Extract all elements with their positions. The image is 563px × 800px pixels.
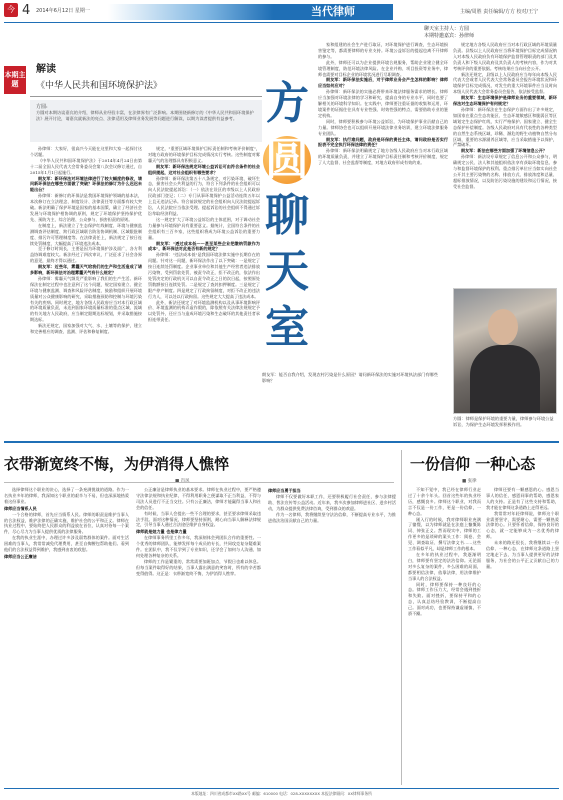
photo-caption: 方圆：律师是保护环境的重要力量，律师参与环境公益诉讼，为保护生态环境发挥积极作用。 <box>453 416 554 427</box>
body-paragraph: 刚入行的时候，我对律师职业充满了憧憬，以为律师就是在法庭上慷慨陈词、伸张正义。然而现实中，律师的工作更多的是琐碎的案头工作：阅卷、会见、调查取证、撰写法律文书……这些工作看似平凡，却是律师工作的根本。 <box>408 516 481 552</box>
body-paragraph: 孙律师：雾霾天气频发严重影响了我们的生产生活。新环保法在制定过程中也注意到了这个问题，规定国家建立、健全环境与健康监测、调查和风险评估制度，鼓励和组织开展环境质量对公众健康影响的研究，采取措施预防和控制与环境污染有关的疾病。同时规定，地方各级人民政府应当对本行政区域的环境质量负责，未达到国家环境质量标准的重点区域、流域的有关地方人民政府，应当制定限期达标规划，并采取措施按期达标。 <box>30 275 142 323</box>
body-paragraph: 作为一名律师，我将继续坚守法治信仰，不断提高专业水平，为推进依法治国贡献自己的力量。 <box>268 511 396 523</box>
body-paragraph: 孙律师：大家好，很高兴今天能在这里和大家一起探讨这个话题。 <box>30 146 142 157</box>
title-char: 聊 <box>265 190 309 241</box>
essay1-byline <box>175 478 190 484</box>
essay2-byline: ■ 张律 <box>462 479 477 484</box>
body-paragraph: 一个合格的律师，首先应当情系人民。律师的职责是维护当事人的合法权益，维护法律的正确实施，维护社会的公平和正义。律师在执业过程中，要始终把人民群众的利益放在首位，认真对待每一个案件，尽心尽力为当事人提供优质的法律服务。 <box>4 511 129 535</box>
host-block <box>424 26 474 40</box>
title-char: 天 <box>265 246 309 297</box>
article-column-3 <box>318 42 448 364</box>
body-paragraph: 孙律师：新环保法的实施必将带来环境法律服务需求的增长。律师应当加强对环境法律的学习和研究，提高自身的专业水平，同时也要了解相关的环境科学知识。在实践中，律师要注重证据的收集和运用，环境案件的证据往往具有专业性强、时效性强的特点，需要借助专业的鉴定机构。 <box>318 89 448 118</box>
essay2-column-1 <box>408 487 481 785</box>
interview-question: 朗友军："透过成本低——甚至某些企业把缴纳罚款作为成本"，新环保法对此是否有新的规定？ <box>148 240 260 252</box>
editors-line: 主编/周胜 责任编辑/方方 校对/王宁 <box>460 9 539 15</box>
essay2-title: 一份信仰 一种心态 <box>410 455 536 473</box>
body-paragraph: 规定，"重要区域环境保护目标责任制和考核评价制度"，对地方政府的环境保护目标完成情况实行考核。这些制度对雾霾天气的治理都具有积极意义。 <box>148 146 260 163</box>
feature-title: 解读 <box>36 64 56 75</box>
body-paragraph: 在律师事务所里工作多年，我深刻体会到团队合作的重要性。一个优秀的律师团队，能够发挥每个成员的专长，共同攻克复杂疑难案件。在团队中，我不仅学到了专业知识，还学会了如何与人沟通、如何处理各种复杂的关系。 <box>136 535 261 558</box>
essay1-rule <box>4 482 394 483</box>
newspaper-logo: 今 <box>4 3 18 17</box>
feature-rule <box>30 96 262 97</box>
body-paragraph: 孙律师：新法设专章规定了信息公开和公众参与，明确规定公民、法人和其他组织依法享有获取环境信息、参与和监督环境保护的权利。重点排污单位应当如实向社会公开其主要污染物的名称、排放方式、排放浓度和总量、超标排放情况，以及防治污染设施的建设和运行情况，接受社会监督。 <box>453 154 557 189</box>
body-paragraph: 此外，新法还规定了对环境监测机构以及从事环境影响评价、环境监测的机构弄虚作假的，除依照有关法律法规规定予以处罚外，还应当与造成环境污染和生态破坏的其他责任者承担连带责任。 <box>148 299 260 323</box>
body-paragraph: 家和组建的社会生产进行取证，对环境保护进行调查，生态环境损害鉴定等，都需要律师的专业支持。环境公益诉讼的提起也离不开律师的参与。 <box>318 42 448 59</box>
body-paragraph: 同时，律师要保持一种良好的心态。律师工作压力大，经常会遇到挫折和失败。面对挫折，要保持平和的心态，认真总结经验教训，不断提高自己。面对成功，也要保持谦虚谨慎，不骄不躁。 <box>408 581 481 617</box>
guest-photo <box>453 288 557 414</box>
interview-question: 朗友军：近些年，雾霾天气给我们的生产和生活造成了诸多影响，新环保法对治理雾霾天气有什么规定？ <box>30 264 142 276</box>
body-paragraph: 未来的路还很长，我将继续以一份信仰、一种心态，在律师这条道路上坚定地走下去，为当事人提供更好的法律服务，为社会的公平正义贡献自己的力量。 <box>486 540 559 569</box>
essay1-column-1 <box>4 487 129 785</box>
body-paragraph: 律师还要有一颗感恩的心。感恩当事人的信任，感恩同事的帮助，感恩家人的支持。正是有了这些支持和帮助，我才能在律师这条道路上走得更远。 <box>486 487 559 510</box>
body-paragraph: 在制度上，新法建立了生态保护红线制度、环境与健康监测调查评估制度、跨行政区域联合防治协调机制、区域限批制度、排污许可管理制度等。在法律责任上，新法规定了按日连续处罚制度，大幅提高了环境违法成本。 <box>30 222 142 246</box>
body-paragraph: 《中华人民共和国环境保护法》于2014年4月24日由第十二届全国人民代表大会常务委员会第八次会议修订通过，自2015年1月1日起施行。 <box>30 157 142 175</box>
intro-text: 方圆对本期访谈嘉宾的介绍，律师从业经验丰富，在法律界有广泛影响。本期围绕新修订的《中华人民共和国环境保护法》展开讨论，请嘉宾就新法的亮点、法律适用及律师业务发展等问题进行解读，以期为读者提供有益参考。 <box>36 110 254 121</box>
body-paragraph: 在多年的执业过程中，我逐渐明白，律师要有坚定的法治信仰。无论面对多么复杂的案件，多么困难的局面，都要相信法律，依靠法律，用法律维护当事人的合法权益。 <box>408 551 481 581</box>
body-paragraph: 孙律师："违法成本低"是我国环境法律实施中长期存在的问题。针对这一问题，新环保法作出了以下突破：一是规定了按日连续处罚制度。企业事业单位和其他生产经营者违法排放污染物，受到罚款处罚，被责令改正，拒不改正的，依法作出处罚决定的行政机关可以自责令改正之日的次日起，按照原处罚数额按日连续处罚。二是规定了查封扣押制度。三是规定了限产停产制度。四是规定了行政拘留制度，对拒不改正的违法行为人，可以处以行政拘留。这些规定大大提高了违法成本。 <box>148 252 260 299</box>
article-column-1 <box>30 146 142 436</box>
intro-label: 方圆: <box>36 104 48 110</box>
interview-question: 朗友军：新法在哪些方面加强了环境信息公开？ <box>461 148 547 154</box>
body-paragraph: 孙律师：新修订的环保法是我国环境保护领域的基本法，本次修订在立法理念、制度设计、法律责任等方面都有较大突破。新法明确了保护环境是国家的基本国策，确立了经济社会发展与环境保护相协调的原则，规定了环境保护坚持保护优先、预防为主、综合治理、公众参与、损害担责的原则。 <box>30 193 142 222</box>
essay2-column-2 <box>486 487 559 785</box>
body-paragraph: 不知不觉中，我已经在律师行业走过了十余个年头。回首这些年的执业经历，感慨良多。律师这个职业，对我而言不仅是一份工作，更是一份信仰，一种心态。 <box>408 487 481 516</box>
body-paragraph: 此外，律师还可以为企业提供环境合规服务，帮助企业建立健全环境管理制度，防范环境法律风险。在企业并购、项目投资等业务中，律师也需要对目标企业的环境状况进行尽职调查。 <box>318 59 448 77</box>
header-gradient-band <box>108 4 273 20</box>
body-paragraph: 有时候，当事人会提出一些不合理的要求，甚至要求律师采取违法手段。面对这种情况，律师要坚持原则，耐心向当事人解释法律规定，引导当事人通过合法途径维护自身权益。 <box>136 510 261 528</box>
intro-box <box>30 100 262 142</box>
interview-question: 朗友军：新环保法规定环境公益诉讼可由符合条件的社会组织提起，这对社会组织有哪些要求？ <box>148 163 260 175</box>
interview-question: 朗友军：执行难问题，政府是环保的责任主体，请问政府是否实行报表不完全执行环保法律的责任？ <box>318 136 448 148</box>
body-paragraph: 孙律师：新环保法在生态保护方面作出了许多规定，如国家在重点生态功能区、生态环境敏感区和脆弱区等区域划定生态保护红线，实行严格保护。国家建立、健全生态保护补偿制度。各级人民政府对具有代表性的各种类型的自然生态系统区域，珍稀、濒危的野生动植物自然分布区域，重要的水源涵养区域等，应当采取措施予以保护，严禁破坏。 <box>453 106 557 148</box>
body-paragraph: 规定地方各级人民政府应当对本行政区域的环境质量负责。县级以上人民政府应当将环境保护目标完成情况纳入对本级人民政府负有环境保护监督管理职责的部门及其负责人和下级人民政府及其负责人的考核内容，作为对其考核评价的重要依据。考核结果应当向社会公开。 <box>453 42 557 71</box>
body-paragraph: 这一规定扩大了环境公益诉讼的主体范围，对于调动社会力量参与环境保护具有重要意义。据统计，全国符合条件的社会组织有三百多家，这些组织将成为环境公益诉讼的重要力量。 <box>148 216 260 240</box>
feature-subtitle: 《中华人民共和国环境保护法》 <box>36 81 163 91</box>
topic-badge: 本期主题 <box>4 66 26 94</box>
section-divider <box>4 441 559 443</box>
essay-subheading: 律师应当公正廉洁 <box>4 553 37 559</box>
title-char: 方 <box>265 78 309 129</box>
interview-question: 朗友军：新环保法实施后，对于律师业务会产生怎样的影响？律师应当如何应对？ <box>318 77 448 89</box>
body-paragraph: 公正廉洁是律师执业的基本要求。律师在执业过程中，要严格遵守法律法规和执业纪律，不得利用职务之便谋取不正当利益，不得与司法人员进行不正当交往。只有公正廉洁，律师才能赢得当事人和社会的信任。 <box>136 487 261 510</box>
article-column-2 <box>148 146 260 436</box>
guest-line: 本期特邀嘉宾：孙律师 <box>424 33 475 39</box>
interview-question: 朗友军：新环保法对环境法律进行了较大幅度的修改，请问新环保法在哪些方面做了突破？环保法的修订为什么迟迟未能出台？ <box>30 175 142 193</box>
body-paragraph: 在我的执业生涯中，办理过许多涉及弱势群体的案件。面对生活困难的当事人，我常常减免代理费用，甚至自掏腰包帮助他们。看到他们的合法权益得到维护，我感到由衷的欣慰。 <box>4 535 129 553</box>
section-title: 当代律师 <box>273 4 393 20</box>
body-paragraph: 选择律师这个职业的决心，选择了一条充满挑战的道路。作为一名执业多年的律师，我深知这个职业的艰辛与不易，但也深深地热爱着这份事业。 <box>4 487 129 504</box>
body-paragraph: 新法还规定，国家加强对大气、水、土壤等的保护，建立和完善相应的调查、监测、评估和修复制度。 <box>30 323 142 335</box>
host-caption: 朗友军：能否自我介绍，发现农村污染是什么原因？请问新环保法的实施对环境执法部门有哪些影响？ <box>262 372 438 383</box>
page-header <box>0 0 563 26</box>
essay-subheading: 律师应当勇于担当 <box>268 488 301 493</box>
big-vertical-title <box>259 78 315 358</box>
host-line: 聊天室主持人：方圆 <box>424 26 470 32</box>
essay1-column-3 <box>268 487 396 785</box>
page-number: 4 <box>22 3 31 18</box>
essay1-title: 衣带渐宽终不悔，为伊消得人憔悴 <box>4 455 230 473</box>
essay-subheading: 律师就是她力量 也是律力量 <box>136 529 187 535</box>
body-paragraph: 我常常对年轻律师说，律师这个职业需要坚守，需要耐心，需要一颗热爱法律的心。只要怀着信仰，保持良好的心态，就一定能够成为一名优秀的律师。 <box>486 510 559 540</box>
body-paragraph: 律师的工作是繁重的，常常需要加班加点，节假日也难以休息。但每当案件取得好的结果，当事人露出满意的笑容时，所有的辛苦都变得值得。这正是：衣带渐宽终不悔，为伊消得人憔悴。 <box>136 558 261 576</box>
page-footer: 本版地址：四川省成都市XX路XX号 邮编：610000 电话：028-XXXXXXXX 本报法律顾问：XX律师事务所 <box>4 788 559 800</box>
essay1-column-2 <box>136 487 261 785</box>
article-column-4 <box>453 42 557 282</box>
column-separator <box>401 450 402 785</box>
photo-body <box>470 345 540 413</box>
interview-question: 朗友军：生态环境保护是律师业务的重要领域，新环保法对生态环境保护有何规定？ <box>453 95 557 107</box>
issue-date: 2014年6月12日 星期一 <box>36 8 90 14</box>
body-paragraph: 律师不仅要做好本职工作，还要积极履行社会责任，参与法律援助、普法宣传等公益活动。近年来，我多次参加律师进社区、进乡村活动，为群众提供免费法律咨询，受到群众的欢迎。 <box>268 493 396 511</box>
essay-subheading: 律师应当情系人民 <box>4 505 37 511</box>
body-paragraph: 至于修订时间长，主要是因为环境保护涉及面广，各方利益协调难度较大。新法经过了四次审议，广泛征求了社会各界的意见，最终才得以通过。 <box>30 246 142 264</box>
header-rule <box>4 22 559 23</box>
body-paragraph: 新法还规定，县级以上人民政府应当每年向本级人民代表大会或者人民代表大会常务委员会报告环境状况和环境保护目标完成情况，对发生的重大环境事件应当及时向本级人民代表大会常务委员会报告，依法接受监督。 <box>453 71 557 95</box>
body-paragraph: 同时，律师要积极参与环境公益诉讼，为环境保护事业贡献自己的力量。律师协会也可以组织开展环境法律业务培训，建立环境法律服务专业团队。 <box>318 118 448 136</box>
body-paragraph: 孙律师：新环保法明确规定了地方各级人民政府应当对本行政区域的环境质量负责，并建立了环境保护目标责任制和考核评价制度，规定了人大监督、社会监督等制度，对地方政府形成有效约束。 <box>318 148 448 166</box>
title-char: 室 <box>265 302 309 353</box>
body-paragraph: 孙律师：新环保法第五十八条规定，对污染环境、破坏生态，损害社会公共利益的行为，符合下列条件的社会组织可以向人民法院提起诉讼：（一）依法在设区的市级以上人民政府民政部门登记；（二）专门从事环境保护公益活动连续五年以上且无违法记录。符合前款规定的社会组织向人民法院提起诉讼，人民法院应当依法受理。提起诉讼的社会组织不得通过诉讼牟取经济利益。 <box>148 175 260 216</box>
photo-face <box>488 309 518 345</box>
title-char: 圆 <box>265 134 309 185</box>
